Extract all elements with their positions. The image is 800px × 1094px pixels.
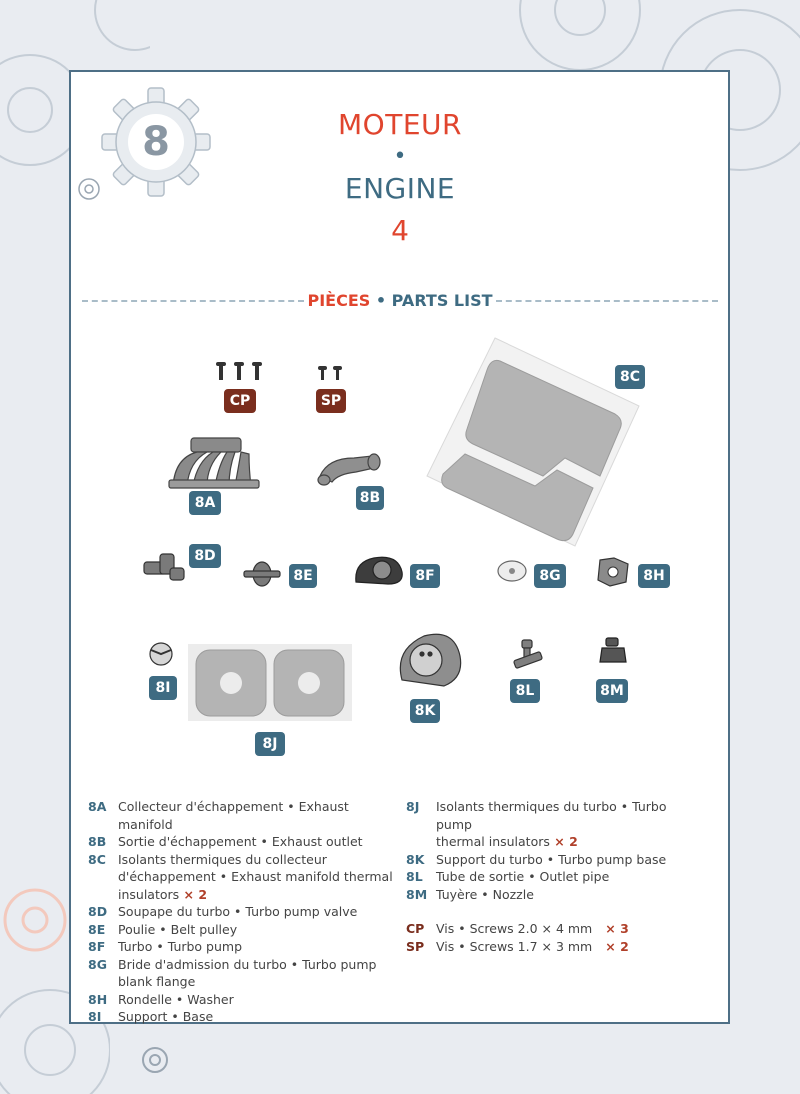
title-french: MOTEUR [338, 108, 462, 141]
legend-row [406, 938, 706, 956]
legend-spacer [406, 903, 706, 920]
legend-text: Collecteur d'échappement • Exhaust manifold [118, 799, 349, 832]
turbo-insulators-8j-image [188, 644, 352, 721]
tag-8i: 8I [149, 676, 177, 700]
tag-8j: 8J [255, 732, 285, 756]
legend-row [88, 991, 398, 1009]
title-separator: • [393, 144, 407, 169]
tag-cp: CP [224, 389, 256, 413]
legend-quantity: × 3 [592, 921, 629, 936]
legend-row [88, 886, 398, 904]
legend-code: 8J [406, 799, 420, 814]
legend-code: 8E [88, 921, 106, 937]
insulator-sheet-8c-image [425, 336, 640, 548]
legend-row [406, 920, 706, 938]
nozzle-8m-image [596, 636, 630, 668]
legend-row [88, 833, 398, 851]
legend-code: CP [406, 921, 425, 936]
section-title-en: PARTS LIST [391, 291, 493, 310]
legend-text: Vis • Screws 1.7 × 3 mm [436, 938, 593, 954]
legend-row [406, 851, 706, 869]
legend-code [88, 886, 118, 904]
legend-text: Tube de sortie • Outlet pipe [436, 869, 610, 884]
section-title [0, 291, 800, 310]
legend-row [88, 973, 398, 991]
turbo-valve-8d-image [140, 550, 188, 584]
legend-text: blank flange [118, 974, 196, 989]
step-number: 8 [142, 119, 170, 165]
screws-sp-image [316, 366, 346, 382]
legend-text: Support • Base [118, 1009, 214, 1024]
legend-row [88, 921, 398, 939]
title-english: ENGINE [344, 172, 456, 205]
belt-pulley-8e-image [242, 558, 282, 590]
background-gear-icon [135, 1040, 175, 1080]
tag-8a: 8A [189, 491, 221, 515]
legend-text: Bride d'admission du turbo • Turbo pump [118, 956, 377, 972]
legend-row [406, 886, 706, 904]
legend-code: 8K [406, 851, 425, 867]
legend-row [406, 868, 706, 886]
legend-row [406, 798, 706, 833]
legend-text: Sortie d'échappement • Exhaust outlet [118, 834, 363, 849]
legend-text: Turbo • Turbo pump [118, 939, 243, 954]
legend-text: Vis • Screws 2.0 × 4 mm [436, 921, 593, 936]
section-title-fr: PIÈCES [307, 291, 371, 310]
legend-quantity: × 2 [549, 834, 578, 849]
outlet-pipe-8l-image [510, 638, 546, 672]
tag-8f: 8F [410, 564, 440, 588]
legend-code: 8D [88, 904, 108, 919]
legend-text: Isolants thermiques du turbo • Turbo pump [436, 799, 667, 832]
legend-code: 8F [88, 939, 106, 954]
legend-row [88, 938, 398, 956]
legend-code: 8H [88, 991, 108, 1007]
tag-8k: 8K [410, 699, 440, 723]
tag-8d: 8D [189, 544, 221, 568]
washer-8h-image [594, 556, 632, 588]
legend-row [88, 1008, 398, 1026]
legend-code [406, 833, 436, 851]
blank-flange-8g-image [495, 558, 529, 584]
legend-row [88, 868, 398, 886]
legend-text: Support du turbo • Turbo pump base [436, 851, 667, 867]
legend-left [88, 798, 398, 1026]
section-title-sep: • [375, 291, 387, 310]
screws-cp-image [212, 362, 268, 384]
legend-code [88, 868, 118, 886]
legend-text: insulators [118, 886, 180, 902]
turbo-8f-image [352, 552, 408, 588]
exhaust-outlet-8b-image [312, 450, 384, 488]
legend-text: Poulie • Belt pulley [118, 921, 238, 937]
exhaust-manifold-8a-image [163, 436, 263, 494]
legend-code: 8A [88, 799, 107, 814]
legend-code: 8C [88, 851, 106, 867]
legend-code: SP [406, 938, 425, 954]
legend-right [406, 798, 706, 955]
title-index: 4 [391, 214, 409, 247]
legend-text: Isolants thermiques du collecteur [118, 851, 327, 867]
legend-text: Rondelle • Washer [118, 991, 234, 1007]
legend-code: 8M [406, 886, 428, 902]
legend-row [88, 798, 398, 833]
legend-row [88, 903, 398, 921]
legend-code: 8G [88, 956, 107, 972]
tag-8b: 8B [356, 486, 384, 510]
legend-text: thermal insulators [436, 834, 550, 849]
legend-row [88, 956, 398, 974]
legend-quantity: × 2 [179, 886, 208, 902]
tag-8l: 8L [510, 679, 540, 703]
legend-text: Tuyère • Nozzle [436, 886, 534, 902]
tag-8h: 8H [638, 564, 670, 588]
legend-text: Soupape du turbo • Turbo pump valve [118, 904, 358, 919]
base-8i-image [145, 640, 177, 668]
tag-8g: 8G [534, 564, 566, 588]
legend-code: 8L [406, 869, 423, 884]
tag-8c: 8C [615, 365, 645, 389]
legend-code: 8B [88, 834, 107, 849]
tag-8m: 8M [596, 679, 628, 703]
tag-sp: SP [316, 389, 346, 413]
turbo-base-8k-image [394, 630, 464, 692]
legend-row [406, 833, 706, 851]
tag-8e: 8E [289, 564, 317, 588]
legend-text: d'échappement • Exhaust manifold thermal [118, 869, 393, 884]
legend-row [88, 851, 398, 869]
legend-code [88, 973, 118, 991]
legend-code: 8I [88, 1009, 102, 1024]
legend-quantity: × 2 [592, 938, 629, 954]
